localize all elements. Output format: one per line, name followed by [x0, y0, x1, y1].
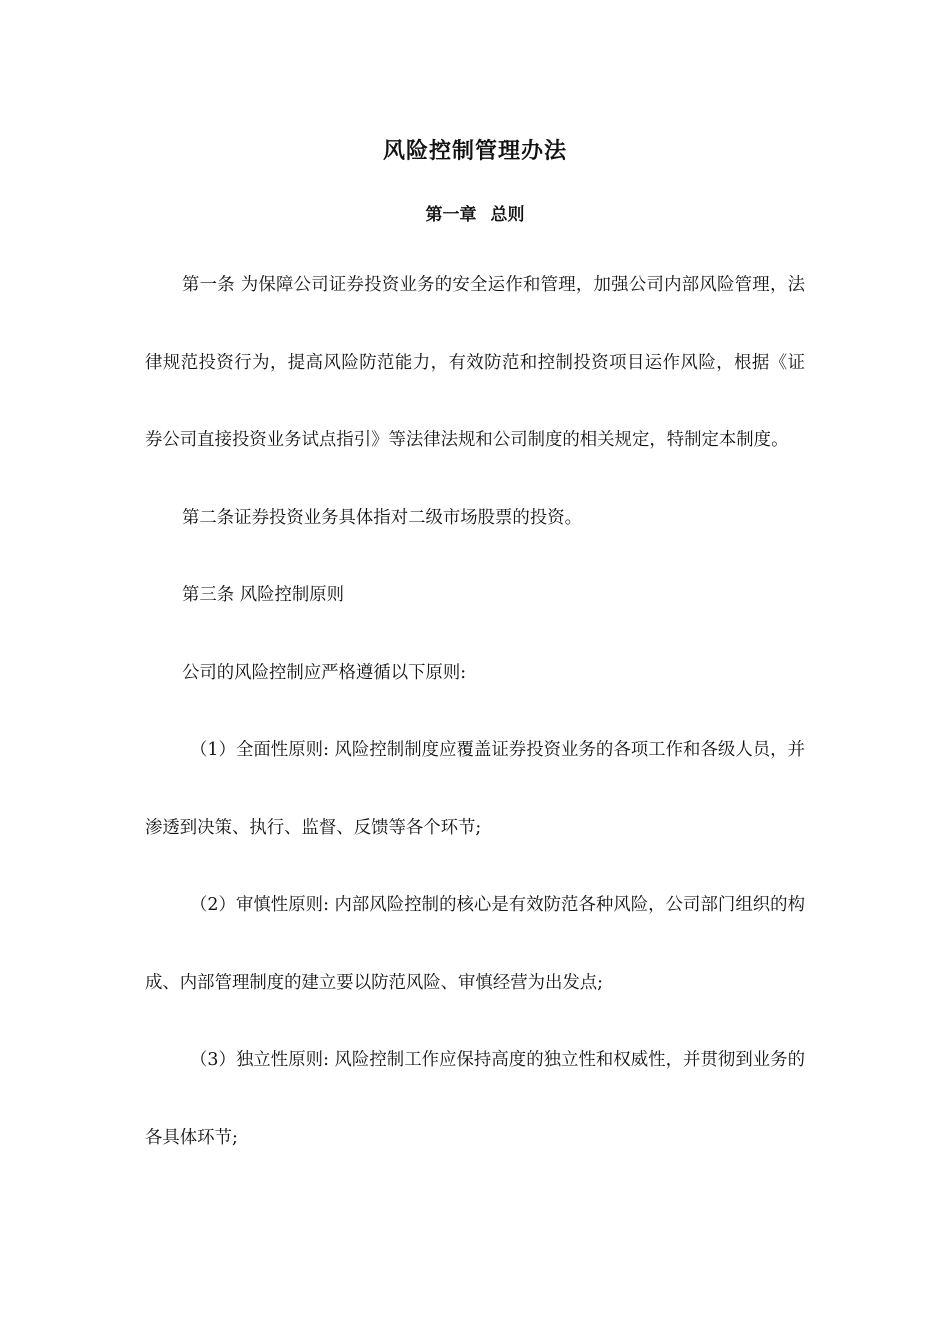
document-body [145, 247, 805, 1177]
chapter-number: 第一章 [425, 205, 477, 225]
principle-2: （2）审慎性原则: 内部风险控制的核心是有效防范各种风险，公司部门组织的构成、内部管理制度的建立要以防范风险、审慎经营为出发点; [145, 895, 805, 993]
chapter-name: 总则 [490, 205, 525, 225]
article-2: 第二条证券投资业务具体指对二级市场股票的投资。 [182, 507, 582, 528]
article-1: 第一条 为保障公司证券投资业务的安全运作和管理，加强公司内部风险管理，法律规范投资行为，提高风险防范能力，有效防范和控制投资项目运作风险，根据《证券公司直接投资业务试点指引》等法律法规和公司制度的相关规定，特制定本制度。 [145, 275, 805, 450]
article-3-intro: 公司的风险控制应严格遵循以下原则: [182, 662, 467, 683]
principle-3: （3）独立性原则: 风险控制工作应保持高度的独立性和权威性，并贯彻到业务的各具体环节; [145, 1050, 805, 1148]
article-3: 第三条 风险控制原则 [182, 585, 345, 605]
chapter-heading [0, 200, 950, 225]
document-title: 风险控制管理办法 [382, 138, 567, 164]
principle-1: （1）全面性原则: 风险控制制度应覆盖证券投资业务的各项工作和各级人员，并渗透到决策、执行、监督、反馈等各个环节; [145, 740, 805, 838]
